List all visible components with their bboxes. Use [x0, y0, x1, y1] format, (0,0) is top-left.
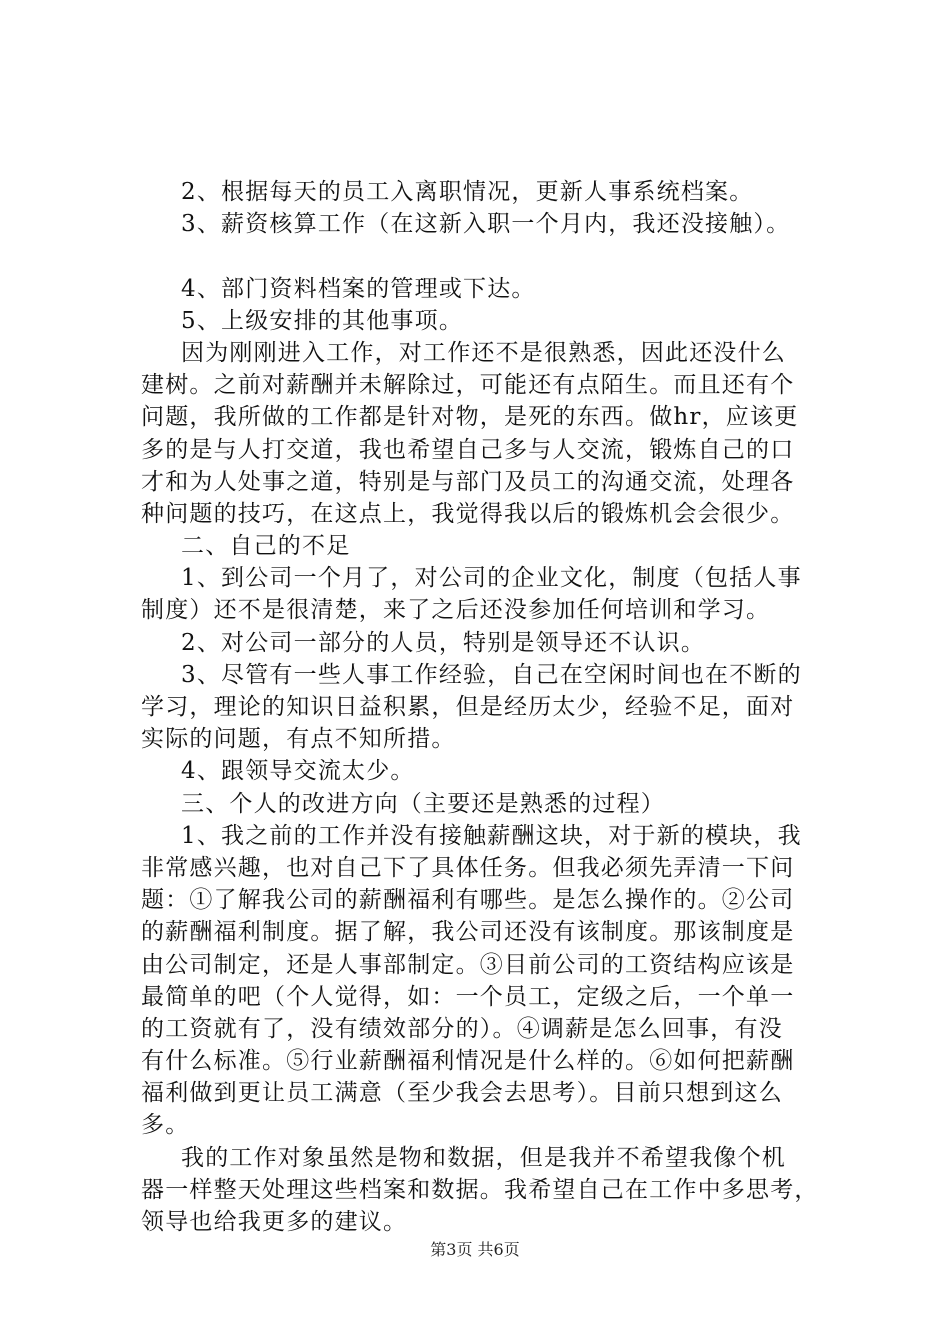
document-body [141, 176, 821, 1238]
paragraph-start-line: 因为刚刚进入工作，对工作还不是很熟悉，因此还没什么 [181, 339, 786, 366]
text-line: 有什么标准。⑤行业薪酬福利情况是什么样的。⑥如何把薪酬 [141, 1048, 795, 1075]
text-line: 最简单的吧（个人觉得，如：一个员工，定级之后，一个单一 [141, 983, 795, 1010]
paragraph-start-line: 我的工作对象虽然是物和数据，但是我并不希望我像个机 [181, 1144, 786, 1171]
text-line: 实际的问题，有点不知所措。 [141, 726, 456, 753]
text-line: 3、薪资核算工作（在这新入职一个月内，我还没接触）。 [181, 211, 791, 238]
section-heading: 二、自己的不足 [181, 533, 351, 560]
text-line: 种问题的技巧，在这点上，我觉得我以后的锻炼机会会很少。 [141, 500, 795, 527]
text-line: 福利做到更让员工满意（至少我会去思考）。目前只想到这么 [141, 1080, 783, 1107]
page-number-footer: 第3页 共6页 [430, 1240, 520, 1259]
text-line: 建树。之前对薪酬并未解除过，可能还有点陌生。而且还有个 [141, 372, 795, 399]
section-heading: 三、个人的改进方向（主要还是熟悉的过程） [181, 790, 665, 817]
text-line: 题：①了解我公司的薪酬福利有哪些。是怎么操作的。②公司 [141, 887, 795, 914]
text-line: 制度）还不是很清楚，来了之后还没参加任何培训和学习。 [141, 597, 771, 624]
text-line: 的工资就有了，没有绩效部分的）。④调薪是怎么回事，有没 [141, 1015, 783, 1042]
text-line: 多的是与人打交道，我也希望自己多与人交流，锻炼自己的口 [141, 436, 795, 463]
paragraph-start-line: 2、对公司一部分的人员，特别是领导还不认识。 [181, 629, 706, 656]
paragraph-start-line: 3、尽管有一些人事工作经验，自己在空闲时间也在不断的 [181, 661, 802, 688]
text-line: 才和为人处事之道，特别是与部门及员工的沟通交流，处理各 [141, 468, 795, 495]
text-line: 5、上级安排的其他事项。 [181, 307, 464, 334]
text-line: 2、根据每天的员工入离职情况，更新人事系统档案。 [181, 179, 754, 205]
text-line: 由公司制定，还是人事部制定。③目前公司的工资结构应该是 [141, 951, 795, 978]
paragraph-start-line: 4、跟领导交流太少。 [181, 758, 415, 785]
text-line: 领导也给我更多的建议。 [141, 1209, 408, 1235]
text-line: 器一样整天处理这些档案和数据。我希望自己在工作中多思考， [141, 1176, 819, 1203]
text-line: 学习，理论的知识日益积累，但是经历太少，经验不足，面对 [141, 694, 795, 720]
text-line: 4、部门资料档案的管理或下达。 [181, 275, 536, 302]
text-line: 非常感兴趣，也对自己下了具体任务。但我必须先弄清一下问 [141, 854, 795, 881]
paragraph-start-line: 1、我之前的工作并没有接触薪酬这块，对于新的模块，我 [181, 822, 802, 849]
blank-line [141, 240, 821, 272]
text-line: 的薪酬福利制度。据了解，我公司还没有该制度。那该制度是 [141, 919, 795, 946]
text-line: 多。 [141, 1112, 190, 1139]
paragraph-start-line: 1、到公司一个月了，对公司的企业文化，制度（包括人事 [181, 565, 802, 592]
text-line: 问题，我所做的工作都是针对物，是死的东西。做hr，应该更 [141, 404, 799, 431]
